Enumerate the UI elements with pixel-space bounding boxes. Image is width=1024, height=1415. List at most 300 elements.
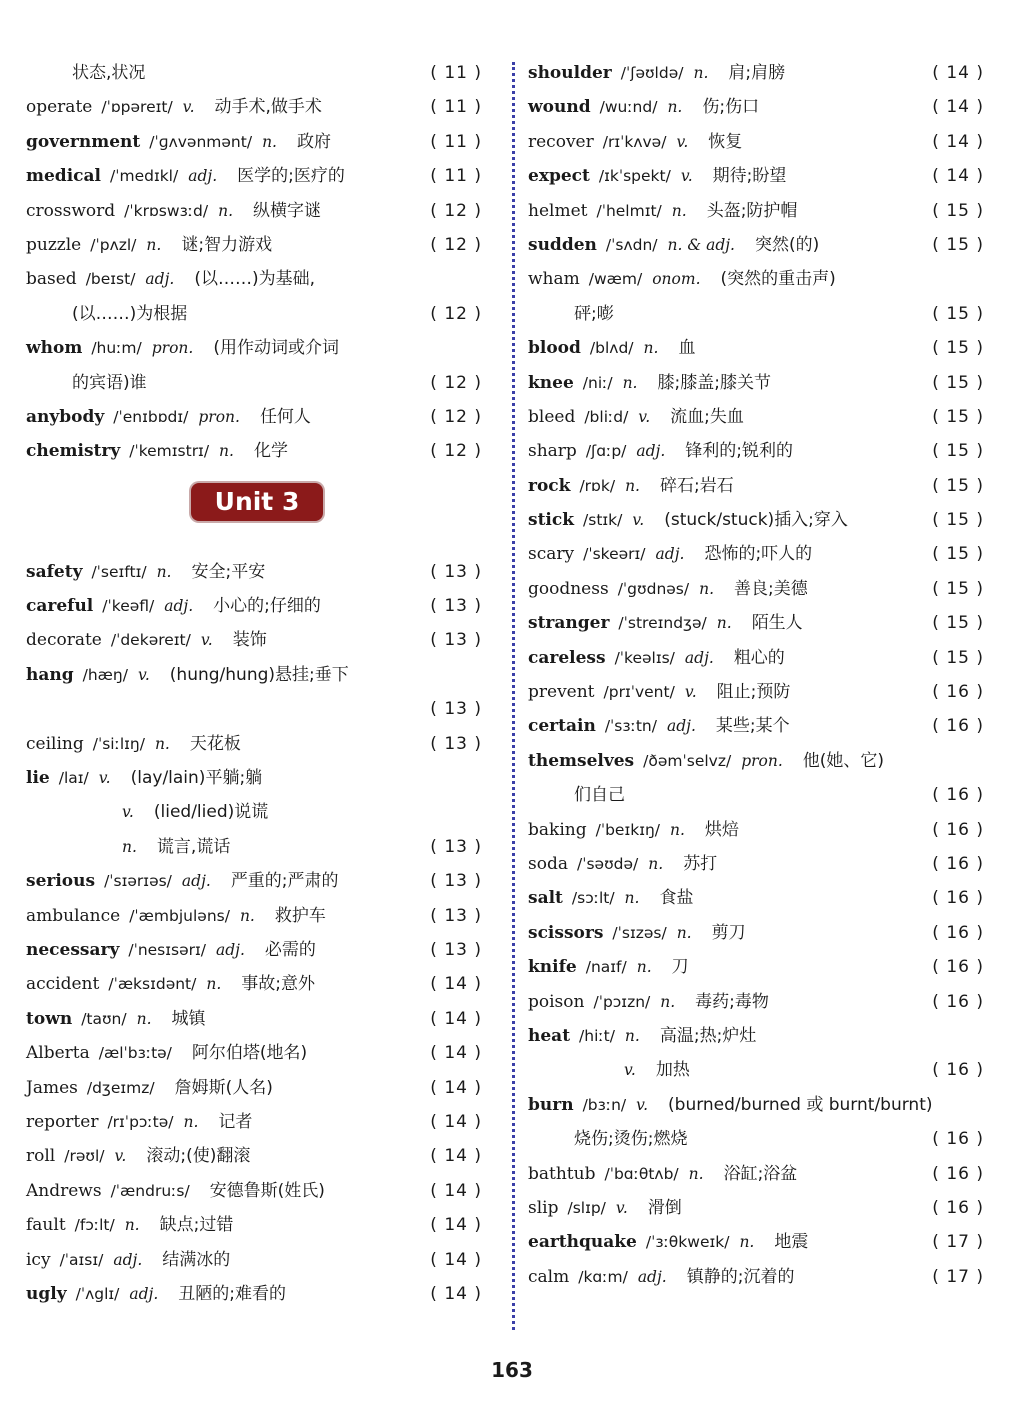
vocab-part-of-speech: n. <box>206 975 222 994</box>
vocab-part-of-speech: adj. <box>129 1284 159 1303</box>
vocab-meaning: 伤;伤口 <box>702 97 760 118</box>
vocab-meaning: 记者 <box>218 1111 253 1132</box>
vocab-entry <box>26 297 488 331</box>
vocab-phonetic: /ˈstreɪndʒə/ <box>618 614 707 633</box>
vocab-entry <box>26 194 488 228</box>
vocab-meaning: (stuck/stuck)插入;穿入 <box>664 510 848 531</box>
vocab-entry <box>26 727 488 761</box>
vocab-meaning: 恐怖的;吓人的 <box>704 544 813 565</box>
vocab-entry <box>26 899 488 933</box>
vocab-phonetic: /ˈgʊdnəs/ <box>617 579 690 598</box>
vocab-phonetic: /hiːt/ <box>579 1026 615 1045</box>
vocab-entry <box>528 675 990 709</box>
vocab-page-ref: ( 11 ) <box>430 131 482 152</box>
vocab-entry <box>528 194 990 228</box>
vocab-part-of-speech: n. <box>660 992 676 1011</box>
left-vocab-list-b <box>26 555 488 1312</box>
vocab-part-of-speech: adj. <box>655 545 685 564</box>
vocab-entry <box>26 228 488 262</box>
vocab-page-ref: ( 16 ) <box>932 957 984 978</box>
vocab-meaning: (burned/burned 或 burnt/burnt) <box>668 1094 933 1115</box>
vocab-page-ref: ( 15 ) <box>932 234 984 255</box>
vocab-entry <box>26 159 488 193</box>
vocab-meaning: 城镇 <box>171 1008 206 1029</box>
vocab-part-of-speech: n. <box>136 1009 152 1028</box>
vocab-phonetic: /ˈsɪərɪəs/ <box>104 872 172 891</box>
vocab-entry <box>26 658 488 692</box>
vocab-phonetic: /ˈɡʌvənmənt/ <box>149 132 253 151</box>
vocab-phonetic: /ɪkˈspekt/ <box>598 167 671 186</box>
vocab-word: bleed <box>528 406 576 427</box>
vocab-part-of-speech: n. <box>670 820 685 839</box>
vocab-meaning: 安德鲁斯(姓氏) <box>209 1180 325 1201</box>
vocab-entry <box>528 469 990 503</box>
vocab-page-ref: ( 14 ) <box>932 97 984 118</box>
vocab-word: blood <box>528 338 581 359</box>
vocab-page-ref: ( 13 ) <box>430 905 482 926</box>
vocab-meaning: 滑倒 <box>647 1197 682 1218</box>
vocab-word: knife <box>528 957 577 978</box>
vocab-entry <box>528 262 990 296</box>
vocab-meaning: (hung/hung)悬挂;垂下 <box>169 664 349 685</box>
vocab-meaning: (lied/lied)说谎 <box>153 802 269 823</box>
vocab-entry <box>528 641 990 675</box>
vocab-page-ref: ( 11 ) <box>430 63 482 83</box>
vocab-word: scary <box>528 544 575 565</box>
vocab-page-ref: ( 16 ) <box>932 1060 984 1081</box>
vocab-meaning: 阿尔伯塔(地名) <box>191 1043 308 1064</box>
vocab-meaning: 善良;美德 <box>734 578 808 599</box>
vocab-entry <box>528 90 990 124</box>
vocab-word: stranger <box>528 613 610 634</box>
vocab-word: hang <box>26 664 74 685</box>
vocab-part-of-speech: v. <box>638 407 651 426</box>
vocab-part-of-speech: n. <box>219 442 234 461</box>
vocab-phonetic: /ˈændruːs/ <box>110 1181 190 1200</box>
vocab-meaning: (以……)为根据 <box>72 303 188 324</box>
vocab-entry <box>528 434 990 468</box>
vocab-word: wound <box>528 97 591 118</box>
vocab-part-of-speech: n. <box>622 373 638 392</box>
vocab-entry <box>528 572 990 606</box>
vocab-page-ref: ( 17 ) <box>932 1232 984 1253</box>
vocab-phonetic: /ˈsəʊdə/ <box>576 854 639 873</box>
vocab-part-of-speech: adj. <box>637 1267 667 1286</box>
vocab-part-of-speech: pron. <box>741 751 783 770</box>
unit-label: Unit 3 <box>191 483 323 521</box>
vocab-phonetic: /rɒk/ <box>579 476 616 495</box>
vocab-part-of-speech: n. <box>154 734 170 753</box>
vocab-entry <box>528 1122 990 1156</box>
vocab-entry <box>528 297 990 331</box>
vocab-entry <box>26 795 488 829</box>
vocab-meaning: 安全;平安 <box>191 561 266 582</box>
vocab-page-ref: ( 16 ) <box>932 922 984 943</box>
vocab-entry <box>528 1225 990 1259</box>
vocab-page-ref: ( 16 ) <box>932 819 984 840</box>
vocab-word: stick <box>528 510 575 531</box>
vocab-entry <box>528 881 990 915</box>
vocab-word: ugly <box>26 1283 67 1304</box>
vocab-word: recover <box>528 131 594 152</box>
vocab-word: Alberta <box>26 1043 90 1064</box>
vocab-part-of-speech: adj. <box>666 717 696 736</box>
vocab-phonetic: /ˈhelmɪt/ <box>596 201 662 220</box>
vocab-entry <box>528 709 990 743</box>
vocab-phonetic: /ˈsʌdn/ <box>605 235 658 254</box>
vocab-part-of-speech: v. <box>122 803 134 822</box>
vocab-entry <box>528 1191 990 1225</box>
vocab-meaning: 丑陋的;难看的 <box>178 1283 287 1304</box>
vocab-entry <box>528 228 990 262</box>
vocab-page-ref: ( 14 ) <box>430 1043 482 1064</box>
vocab-part-of-speech: v. <box>632 511 645 530</box>
vocab-word: sudden <box>528 234 597 255</box>
vocab-page-ref: ( 16 ) <box>932 1197 984 1218</box>
vocab-word: serious <box>26 871 96 892</box>
vocab-word: careful <box>26 596 94 617</box>
vocab-part-of-speech: n. & adj. <box>667 235 735 254</box>
vocab-part-of-speech: onom. <box>652 270 701 289</box>
vocab-entry <box>528 1157 990 1191</box>
vocab-page-ref: ( 13 ) <box>430 939 482 960</box>
vocab-part-of-speech: n. <box>146 235 162 254</box>
vocab-part-of-speech: v. <box>137 665 150 684</box>
vocab-phonetic: /ˈkeəlɪs/ <box>614 648 675 667</box>
vocab-phonetic: /wæm/ <box>588 270 643 289</box>
vocab-part-of-speech: adj. <box>145 270 175 289</box>
vocab-phonetic: /dʒeɪmz/ <box>86 1078 155 1097</box>
vocab-entry <box>528 985 990 1019</box>
vocab-meaning: 碎石;岩石 <box>660 475 734 496</box>
vocab-part-of-speech: adj. <box>164 597 194 616</box>
vocab-entry <box>26 1071 488 1105</box>
vocab-meaning: 谎言,谎话 <box>156 836 231 857</box>
vocab-page-ref: ( 15 ) <box>932 475 984 496</box>
vocab-word: lie <box>26 768 50 789</box>
vocab-word: careless <box>528 647 606 668</box>
vocab-part-of-speech: v. <box>680 167 693 186</box>
vocab-phonetic: /ˈkrɒswɜːd/ <box>124 201 209 220</box>
vocab-meaning: 粗心的 <box>733 647 785 668</box>
vocab-phonetic: /slɪp/ <box>567 1198 606 1217</box>
left-column <box>26 56 488 1311</box>
vocab-entry <box>528 950 990 984</box>
vocab-part-of-speech: n. <box>667 98 683 117</box>
vocab-entry <box>26 1105 488 1139</box>
vocab-page-ref: ( 17 ) <box>932 1266 984 1287</box>
vocab-phonetic: /ælˈbɜːtə/ <box>98 1044 172 1063</box>
vocab-page-ref: ( 13 ) <box>430 699 482 720</box>
vocab-part-of-speech: n. <box>218 201 234 220</box>
vocab-entry <box>26 864 488 898</box>
vocab-phonetic: /ˈaɪsɪ/ <box>59 1250 104 1269</box>
vocab-page-ref: ( 14 ) <box>932 131 984 152</box>
vocab-entry <box>528 847 990 881</box>
vocab-page-ref: ( 14 ) <box>430 1249 482 1270</box>
vocab-word: baking <box>528 819 587 840</box>
vocab-phonetic: /ˈenɪbɒdɪ/ <box>113 407 189 426</box>
vocab-page-ref: ( 14 ) <box>932 63 984 83</box>
vocab-part-of-speech: n. <box>688 1164 704 1183</box>
vocab-entry <box>26 1036 488 1070</box>
vocab-page-ref: ( 11 ) <box>430 97 482 118</box>
vocab-page-ref: ( 15 ) <box>932 544 984 565</box>
vocab-word: safety <box>26 561 83 582</box>
vocab-meaning: 烘焙 <box>704 819 739 840</box>
vocab-entry <box>528 331 990 365</box>
vocab-page-ref: ( 16 ) <box>932 716 984 737</box>
vocab-entry <box>26 761 488 795</box>
vocab-entry <box>26 56 488 90</box>
vocab-phonetic: /rɪˈkʌvə/ <box>602 132 667 151</box>
vocab-phonetic: /huːm/ <box>91 339 142 358</box>
vocab-phonetic: /taʊn/ <box>81 1009 127 1028</box>
vocab-part-of-speech: pron. <box>151 339 194 358</box>
vocab-phonetic: /ˈsiːlɪŋ/ <box>92 734 145 753</box>
vocab-meaning: 地震 <box>774 1232 809 1253</box>
vocab-page-ref: ( 15 ) <box>932 578 984 599</box>
unit-heading <box>26 469 488 555</box>
vocab-word: earthquake <box>528 1232 637 1253</box>
vocab-phonetic: /ˈæmbjuləns/ <box>129 906 230 925</box>
vocab-part-of-speech: n. <box>643 339 659 358</box>
vocab-word: ceiling <box>26 733 84 754</box>
vocab-entry <box>26 830 488 864</box>
vocab-meaning: 剪刀 <box>711 922 746 943</box>
vocab-meaning: 事故;意外 <box>241 974 316 995</box>
vocab-phonetic: /ˈdekəreɪt/ <box>110 631 191 650</box>
vocab-meaning: 突然(的) <box>754 234 820 255</box>
vocab-meaning: (lay/lain)平躺;躺 <box>130 768 263 789</box>
vocab-meaning: 结满冰的 <box>162 1249 231 1270</box>
vocab-meaning: (用作动词或介词 <box>213 338 339 359</box>
vocab-part-of-speech: n. <box>671 201 687 220</box>
vocab-phonetic: /ˈʌglɪ/ <box>75 1284 120 1303</box>
vocab-word: government <box>26 131 141 152</box>
vocab-page-ref: ( 15 ) <box>932 510 984 531</box>
vocab-entry <box>26 1139 488 1173</box>
vocab-meaning: 浴缸;浴盆 <box>723 1163 798 1184</box>
vocab-page-ref: ( 16 ) <box>932 1129 984 1150</box>
vocab-word: reporter <box>26 1111 99 1132</box>
vocab-phonetic: /ˈsɜːtn/ <box>604 717 657 736</box>
vocab-entry <box>26 434 488 468</box>
vocab-part-of-speech: adj. <box>188 167 218 186</box>
vocab-entry <box>528 916 990 950</box>
vocab-meaning: 膝;膝盖;膝关节 <box>657 372 771 393</box>
vocab-part-of-speech: pron. <box>198 407 240 426</box>
vocab-meaning: 毒药;毒物 <box>695 991 769 1012</box>
vocab-word: puzzle <box>26 234 82 255</box>
vocab-entry <box>26 1002 488 1036</box>
vocab-word: town <box>26 1008 73 1029</box>
vocab-entry <box>26 400 488 434</box>
vocab-part-of-speech: adj. <box>636 442 666 461</box>
vocab-meaning: 肩;肩膀 <box>728 63 786 83</box>
vocab-word: fault <box>26 1215 66 1236</box>
vocab-part-of-speech: v. <box>98 769 111 788</box>
vocab-meaning: 血 <box>678 338 696 359</box>
vocab-phonetic: /ˈnesɪsərɪ/ <box>128 940 206 959</box>
page-number: 163 <box>491 1358 533 1382</box>
vocab-page-ref: ( 14 ) <box>430 1215 482 1236</box>
vocab-meaning: 锋利的;锐利的 <box>685 441 794 462</box>
vocab-meaning: (突然的重击声) <box>720 269 836 290</box>
vocab-meaning: 严重的;严肃的 <box>230 871 339 892</box>
vocab-word: based <box>26 269 77 290</box>
vocab-meaning: 化学 <box>253 441 288 462</box>
vocab-part-of-speech: n. <box>699 579 715 598</box>
vocab-page-ref: ( 14 ) <box>430 1077 482 1098</box>
vocab-entry <box>26 1243 488 1277</box>
vocab-word: burn <box>528 1094 574 1115</box>
vocab-page-ref: ( 13 ) <box>430 630 482 651</box>
vocab-word: soda <box>528 853 568 874</box>
vocab-phonetic: /bɜːn/ <box>582 1095 627 1114</box>
vocab-part-of-speech: n. <box>625 476 640 495</box>
vocab-meaning: 高温;热;炉灶 <box>659 1025 757 1046</box>
vocab-page-ref: ( 14 ) <box>430 1283 482 1304</box>
vocab-page-ref: ( 16 ) <box>932 991 984 1012</box>
vocab-word: slip <box>528 1197 559 1218</box>
vocab-meaning: 刀 <box>671 957 689 978</box>
vocab-part-of-speech: n. <box>183 1112 199 1131</box>
vocab-entry <box>26 1208 488 1242</box>
vocab-word: shoulder <box>528 63 612 83</box>
vocab-part-of-speech: n. <box>124 1216 140 1235</box>
vocab-page-ref: ( 13 ) <box>430 596 482 617</box>
vocab-meaning: 阻止;预防 <box>716 682 791 703</box>
vocab-entry <box>528 159 990 193</box>
vocab-page-ref: ( 14 ) <box>430 974 482 995</box>
vocab-page-ref: ( 15 ) <box>932 372 984 393</box>
vocab-entry <box>528 778 990 812</box>
vocab-phonetic: /beɪst/ <box>85 270 136 289</box>
vocab-part-of-speech: n. <box>624 889 640 908</box>
vocab-entry <box>528 813 990 847</box>
right-column <box>528 56 990 1294</box>
vocab-entry <box>26 692 488 726</box>
vocab-meaning: 们自己 <box>574 785 625 806</box>
vocab-meaning: 砰;嘭 <box>574 303 614 324</box>
vocab-word: wham <box>528 269 580 290</box>
vocab-entry <box>26 1277 488 1311</box>
vocab-word: whom <box>26 338 83 359</box>
vocab-part-of-speech: adj. <box>113 1250 143 1269</box>
vocab-phonetic: /hæŋ/ <box>82 665 128 684</box>
vocab-meaning: 任何人 <box>259 406 311 427</box>
vocab-meaning: 他(她、它) <box>802 750 885 771</box>
vocab-entry <box>528 125 990 159</box>
vocab-page-ref: ( 14 ) <box>430 1008 482 1029</box>
vocab-phonetic: /ˈseɪftɪ/ <box>91 562 147 581</box>
vocab-entry <box>26 125 488 159</box>
vocab-entry <box>26 1174 488 1208</box>
vocab-page-ref: ( 16 ) <box>932 1163 984 1184</box>
vocab-phonetic: /laɪ/ <box>58 769 89 788</box>
vocab-part-of-speech: n. <box>636 958 652 977</box>
vocab-page-ref: ( 14 ) <box>430 1180 482 1201</box>
vocab-phonetic: /ˈskeərɪ/ <box>583 545 646 564</box>
vocab-word: helmet <box>528 200 588 221</box>
vocab-entry <box>528 366 990 400</box>
vocab-word: sharp <box>528 441 577 462</box>
vocab-page-ref: ( 13 ) <box>430 733 482 754</box>
vocab-meaning: 装饰 <box>232 630 267 651</box>
vocab-word: chemistry <box>26 441 121 462</box>
vocab-page-ref: ( 12 ) <box>430 200 482 221</box>
vocab-page-ref: ( 15 ) <box>932 406 984 427</box>
vocab-phonetic: /ˈkemɪstrɪ/ <box>129 442 210 461</box>
vocab-meaning: 纵横字谜 <box>253 200 322 221</box>
vocab-page-ref: ( 12 ) <box>430 406 482 427</box>
vocab-word: decorate <box>26 630 102 651</box>
vocab-entry <box>528 1019 990 1053</box>
vocab-part-of-speech: v. <box>182 98 195 117</box>
vocab-phonetic: /ˈpɔɪzn/ <box>593 992 651 1011</box>
vocab-phonetic: /ˈɜːθkweɪk/ <box>645 1233 730 1252</box>
vocab-entry <box>528 400 990 434</box>
vocab-meaning: 动手术,做手术 <box>214 97 322 118</box>
vocab-phonetic: /naɪf/ <box>585 958 627 977</box>
vocab-meaning: 缺点;过错 <box>159 1215 234 1236</box>
vocab-word: medical <box>26 166 101 187</box>
vocab-meaning: 期待;盼望 <box>712 166 787 187</box>
vocab-entry <box>26 331 488 365</box>
vocab-word: ambulance <box>26 905 121 926</box>
vocab-word: necessary <box>26 939 120 960</box>
vocab-page-ref: ( 11 ) <box>430 166 482 187</box>
vocab-phonetic: /niː/ <box>582 373 613 392</box>
vocab-part-of-speech: n. <box>262 132 277 151</box>
vocab-part-of-speech: adj. <box>181 872 211 891</box>
vocab-meaning: 流血;失血 <box>670 406 744 427</box>
vocab-page-ref: ( 16 ) <box>932 785 984 806</box>
vocab-meaning: 詹姆斯(人名) <box>174 1077 273 1098</box>
vocab-entry <box>528 56 990 90</box>
vocab-phonetic: /ˈbeɪkɪŋ/ <box>595 820 660 839</box>
vocab-part-of-speech: adj. <box>216 940 245 959</box>
vocab-word: crossword <box>26 200 116 221</box>
left-vocab-list-a <box>26 56 488 469</box>
vocab-page-ref: ( 15 ) <box>932 647 984 668</box>
vocab-page-ref: ( 14 ) <box>932 166 984 187</box>
vocab-part-of-speech: n. <box>156 562 172 581</box>
vocab-meaning: 小心的;仔细的 <box>213 596 321 617</box>
vocab-meaning: 加热 <box>655 1060 690 1081</box>
vocab-page-ref: ( 15 ) <box>932 338 984 359</box>
vocab-word: bathtub <box>528 1163 596 1184</box>
vocab-phonetic: /sɔːlt/ <box>571 889 615 908</box>
vocab-part-of-speech: v. <box>114 1147 127 1166</box>
vocab-page-ref: ( 14 ) <box>430 1111 482 1132</box>
vocab-entry <box>26 555 488 589</box>
vocab-meaning: (以……)为基础, <box>194 269 315 290</box>
vocab-phonetic: /ˈɒpəreɪt/ <box>101 98 173 117</box>
vocab-entry <box>26 933 488 967</box>
vocab-word: themselves <box>528 750 635 771</box>
vocab-meaning: 谜;智力游戏 <box>181 234 273 255</box>
vocab-meaning: 烧伤;烫伤;燃烧 <box>574 1129 688 1150</box>
column-divider <box>512 62 515 1330</box>
vocab-part-of-speech: n. <box>676 923 692 942</box>
vocab-page-ref: ( 12 ) <box>430 234 482 255</box>
vocab-meaning: 的宾语)谁 <box>72 372 147 393</box>
vocab-entry <box>528 503 990 537</box>
vocab-phonetic: /wuːnd/ <box>599 98 658 117</box>
vocab-phonetic: /bliːd/ <box>584 407 629 426</box>
